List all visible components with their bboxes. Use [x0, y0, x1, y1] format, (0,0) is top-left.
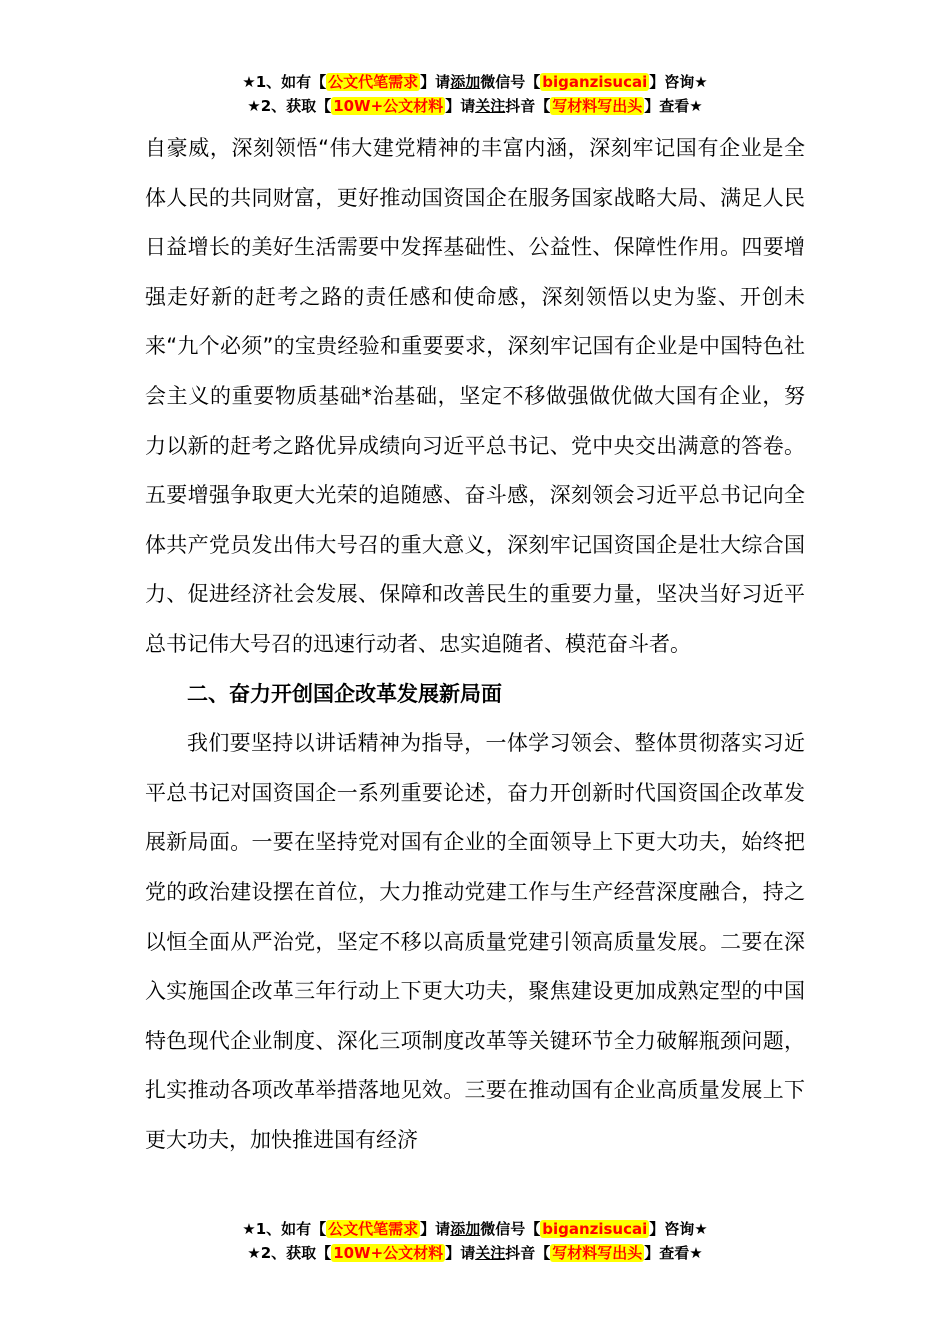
- highlight-douyin-id: 写材料写出头: [552, 1244, 643, 1262]
- banner-text: 抖音【: [505, 1244, 551, 1262]
- footer-banner: [0, 1217, 950, 1265]
- banner-text: 微信号【: [480, 1220, 541, 1238]
- banner-text: 】查看★: [644, 1244, 703, 1262]
- banner-text: 】咨询★: [649, 1220, 708, 1238]
- paragraph-continuation: 自豪威，深刻领悟“伟大建党精神的丰富内涵，深刻牢记国有企业是全体人民的共同财富，更好推动国资国企在服务国家战略大局、满足人民日益增长的美好生活需要中发挥基础性、公益性、保障性作用。四要增强走好新的赶考之路的责任感和使命感，深刻领悟以史为鉴、开创未来“九个必须”的宝贵经验和重要要求，深刻牢记国有企业是中国特色社会主义的重要物质基础*治基础，坚定不移做强做优做大国有企业，努力以新的赶考之路优异成绩向习近平总书记、党中央交出满意的答卷。五要增强争取更大光荣的追随感、奋斗感，深刻领会习近平总书记向全体共产党员发出伟大号召的重大意义，深刻牢记国资国企是壮大综合国力、促进经济社会发展、保障和改善民生的重要力量，坚决当好习近平总书记伟大号召的迅速行动者、忠实追随者、模范奋斗者。: [145, 136, 805, 656]
- underlined-text: 添加: [450, 1220, 481, 1238]
- banner-text: 】查看★: [644, 97, 703, 115]
- banner-text: 微信号【: [480, 73, 541, 91]
- underlined-text: 关注: [475, 97, 506, 115]
- banner-line-2: [0, 1241, 950, 1265]
- banner-line-2: [0, 94, 950, 118]
- banner-text: 】请: [420, 1220, 451, 1238]
- highlight-service: 公文代笔需求: [328, 73, 419, 91]
- banner-line-1: [0, 70, 950, 94]
- banner-text: 】请: [445, 97, 476, 115]
- banner-text: ★1、如有【: [242, 73, 327, 91]
- banner-text: ★2、获取【: [247, 1244, 332, 1262]
- banner-line-1: [0, 1217, 950, 1241]
- header-banner: [0, 70, 950, 118]
- underlined-text: 关注: [475, 1244, 506, 1262]
- banner-text: 】请: [445, 1244, 476, 1262]
- banner-text: ★2、获取【: [247, 97, 332, 115]
- highlight-service: 公文代笔需求: [328, 1220, 419, 1238]
- banner-text: 】请: [420, 73, 451, 91]
- underlined-text: 添加: [450, 73, 481, 91]
- highlight-wechat-id: biganzisucai: [542, 1220, 648, 1238]
- banner-text: 】咨询★: [649, 73, 708, 91]
- highlight-materials: 10W+公文材料: [333, 1244, 444, 1262]
- document-body: [145, 124, 805, 1165]
- highlight-wechat-id: biganzisucai: [542, 73, 648, 91]
- paragraph: 我们要坚持以讲话精神为指导，一体学习领会、整体贯彻落实习近平总书记对国资国企一系列重要论述，奋力开创新时代国资国企改革发展新局面。一要在坚持党对国有企业的全面领导上下更大功夫，始终把党的政治建设摆在首位，大力推动党建工作与生产经营深度融合，持之以恒全面从严治党，坚定不移以高质量党建引领高质量发展。二要在深入实施国企改革三年行动上下更大功夫，聚焦建设更加成熟定型的中国特色现代企业制度、深化三项制度改革等关键环节全力破解瓶颈问题，扎实推动各项改革举措落地见效。三要在推动国有企业高质量发展上下更大功夫，加快推进国有经济: [145, 731, 805, 1152]
- banner-text: 抖音【: [505, 97, 551, 115]
- section-heading: 二、奋力开创国企改革发展新局面: [187, 681, 502, 706]
- banner-text: ★1、如有【: [242, 1220, 327, 1238]
- highlight-materials: 10W+公文材料: [333, 97, 444, 115]
- highlight-douyin-id: 写材料写出头: [552, 97, 643, 115]
